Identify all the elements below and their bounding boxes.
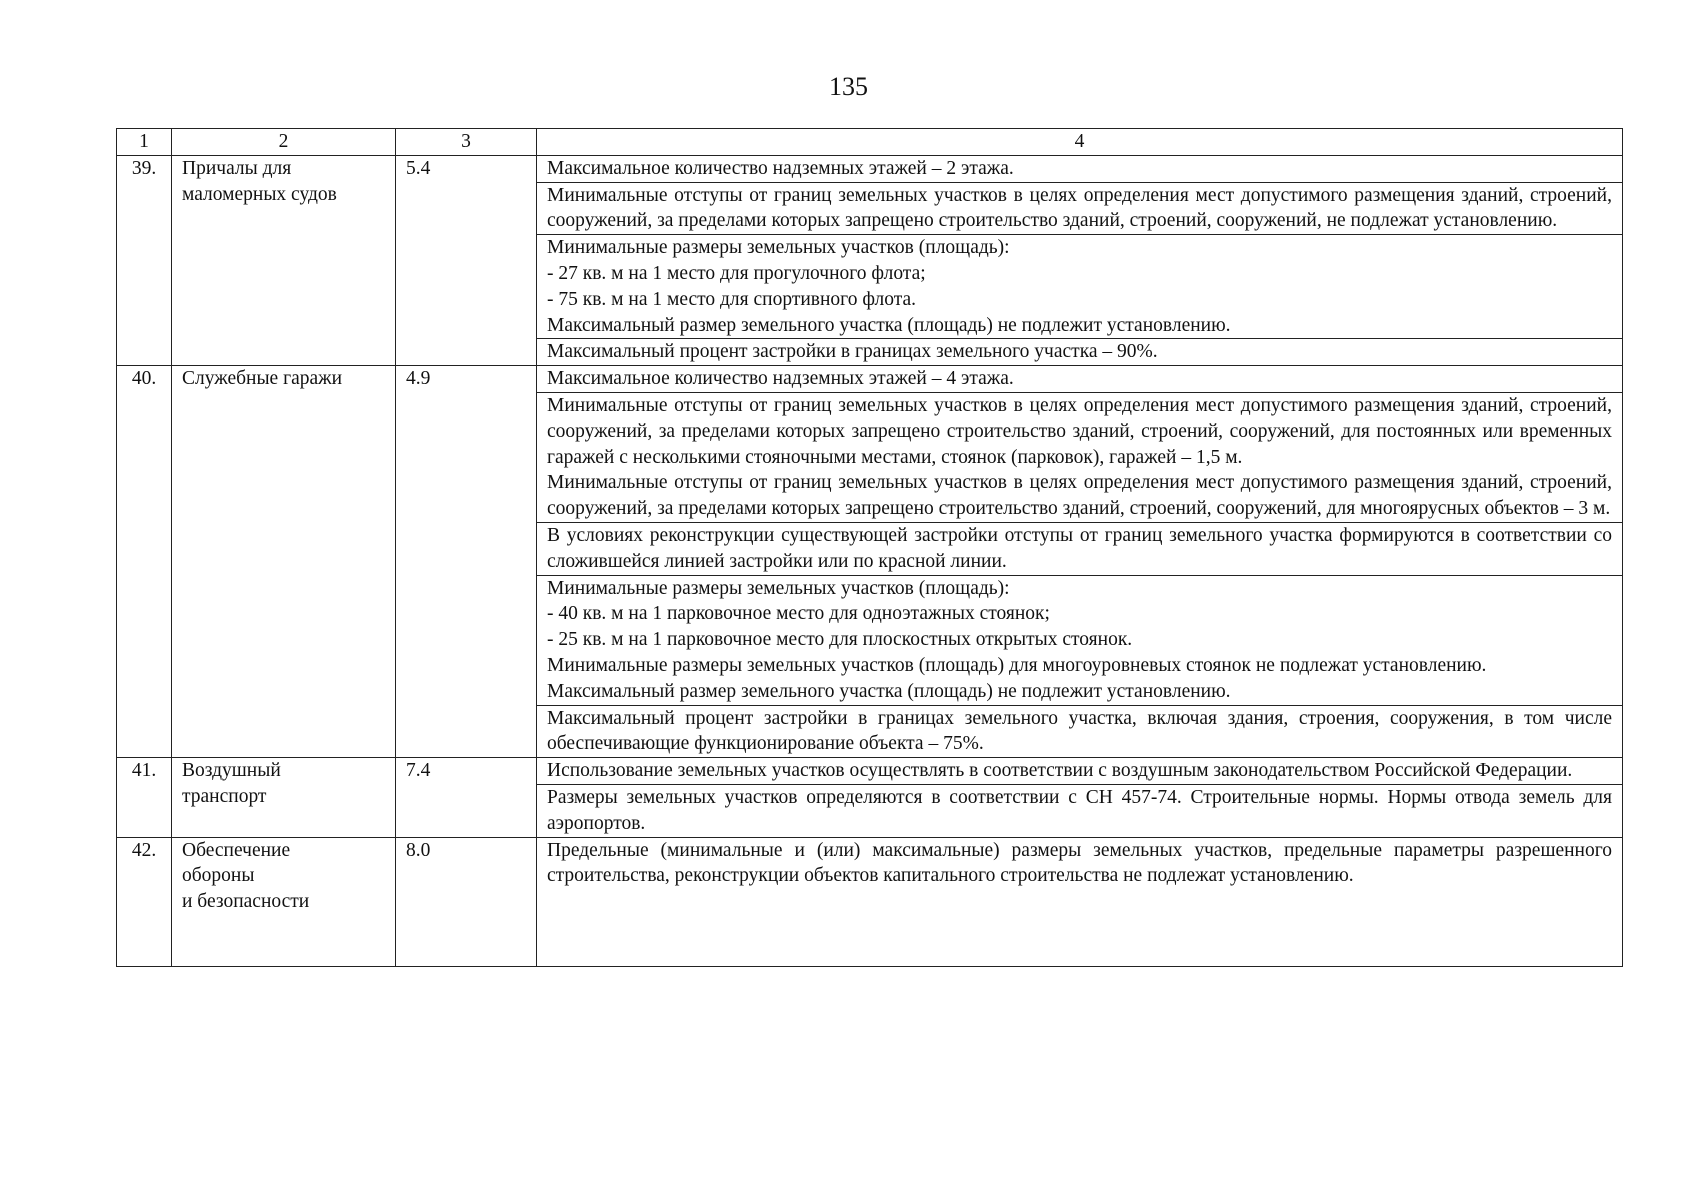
parameter-text: Использование земельных участков осуществлять в соответствии с воздушным законодательством Российской Федерации. bbox=[547, 760, 1573, 782]
table-row bbox=[117, 837, 1623, 966]
parameter-text: Максимальный процент застройки в границах земельного участка – 90%. bbox=[547, 341, 1158, 363]
use-type-name-line: Причалы для bbox=[182, 157, 292, 179]
regulations-table bbox=[116, 128, 1623, 967]
parameter-cell bbox=[537, 837, 1623, 966]
use-type-name-line: транспорт bbox=[182, 785, 267, 807]
parameter-text: Минимальные отступы от границ земельных участков в целях определения мест допустимого размещения зданий, строений, сооружений, за пределами которых запрещено строительство зданий, строений, сооружений, для постоянных или временных гаражей с несколькими стояночными местами, стоянок (парковок), гаражей – 1,5 м. bbox=[547, 394, 1612, 468]
use-type-name-line: Воздушный bbox=[182, 760, 281, 782]
table-row bbox=[117, 366, 1623, 393]
parameter-text: Размеры земельных участков определяются в соответствии с СН 457-74. Строительные нормы. Нормы отвода земель для аэропортов. bbox=[547, 786, 1612, 834]
column-header-2: 2 bbox=[172, 129, 396, 156]
parameter-text: - 75 кв. м на 1 место для спортивного флота. bbox=[547, 288, 916, 310]
parameter-cell bbox=[537, 758, 1623, 785]
parameter-text: В условиях реконструкции существующей застройки отступы от границ земельного участка формируются в соответствии со сложившейся линией застройки или по красной линии. bbox=[547, 524, 1612, 572]
column-header-3: 3 bbox=[396, 129, 537, 156]
page-number: 135 bbox=[829, 72, 868, 101]
parameter-cell bbox=[537, 235, 1623, 339]
parameter-text: - 40 кв. м на 1 парковочное место для одноэтажных стоянок; bbox=[547, 603, 1050, 625]
use-type-name-line: обороны bbox=[182, 865, 255, 887]
parameter-text: Минимальные отступы от границ земельных участков в целях определения мест допустимого размещения зданий, строений, сооружений, за пределами которых запрещено строительство зданий, строений, сооружений, для многоярусных объектов – 3 м. bbox=[547, 472, 1612, 520]
table-header-row bbox=[117, 129, 1623, 156]
parameter-text: - 25 кв. м на 1 парковочное место для плоскостных открытых стоянок. bbox=[547, 629, 1133, 651]
parameter-text: Предельные (минимальные и (или) максимальные) размеры земельных участков, предельные параметры разрешенного строительства, реконструкции объектов капитального строительства не подлежат установлению. bbox=[547, 839, 1612, 887]
use-type-code: 8.0 bbox=[396, 837, 537, 966]
row-number: 42. bbox=[117, 837, 172, 966]
use-type-name bbox=[172, 837, 396, 966]
use-type-name-line: Служебные гаражи bbox=[182, 368, 343, 390]
parameter-cell bbox=[537, 366, 1623, 393]
table-row bbox=[117, 758, 1623, 785]
table-row bbox=[117, 155, 1623, 182]
parameter-cell bbox=[537, 522, 1623, 575]
parameter-cell bbox=[537, 575, 1623, 705]
parameter-text: Максимальный размер земельного участка (площадь) не подлежит установлению. bbox=[547, 314, 1231, 336]
parameter-text: Минимальные размеры земельных участков (площадь): bbox=[547, 577, 1010, 599]
parameter-cell bbox=[537, 705, 1623, 758]
use-type-code: 4.9 bbox=[396, 366, 537, 758]
column-header-1: 1 bbox=[117, 129, 172, 156]
parameter-text: Минимальные отступы от границ земельных участков в целях определения мест допустимого размещения зданий, строений, сооружений, за пределами которых запрещено строительство зданий, строений, сооружений, не подлежат установлению. bbox=[547, 184, 1612, 232]
parameter-text: - 27 кв. м на 1 место для прогулочного флота; bbox=[547, 262, 926, 284]
use-type-name bbox=[172, 155, 396, 365]
use-type-name-line: и безопасности bbox=[182, 891, 310, 913]
use-type-code: 5.4 bbox=[396, 155, 537, 365]
parameter-cell bbox=[537, 339, 1623, 366]
row-number: 40. bbox=[117, 366, 172, 758]
parameter-text: Минимальные размеры земельных участков (площадь): bbox=[547, 237, 1010, 259]
use-type-name-line: маломерных судов bbox=[182, 183, 337, 205]
parameter-cell bbox=[537, 155, 1623, 182]
parameter-text: Максимальный размер земельного участка (площадь) не подлежит установлению. bbox=[547, 680, 1231, 702]
parameter-text: Минимальные размеры земельных участков (площадь) для многоуровневых стоянок не подлежат установлению. bbox=[547, 654, 1487, 676]
parameter-cell bbox=[537, 182, 1623, 235]
parameter-cell bbox=[537, 784, 1623, 837]
parameter-cell bbox=[537, 392, 1623, 522]
column-header-4: 4 bbox=[537, 129, 1623, 156]
use-type-name bbox=[172, 366, 396, 758]
use-type-name-line: Обеспечение bbox=[182, 839, 291, 861]
row-number: 39. bbox=[117, 155, 172, 365]
parameter-text: Максимальный процент застройки в границах земельного участка, включая здания, строения, сооружения, в том числе обеспечивающие функционирование объекта – 75%. bbox=[547, 707, 1612, 755]
parameter-text: Максимальное количество надземных этажей – 2 этажа. bbox=[547, 157, 1014, 179]
parameter-text: Максимальное количество надземных этажей – 4 этажа. bbox=[547, 368, 1014, 390]
row-number: 41. bbox=[117, 758, 172, 837]
use-type-name bbox=[172, 758, 396, 837]
use-type-code: 7.4 bbox=[396, 758, 537, 837]
